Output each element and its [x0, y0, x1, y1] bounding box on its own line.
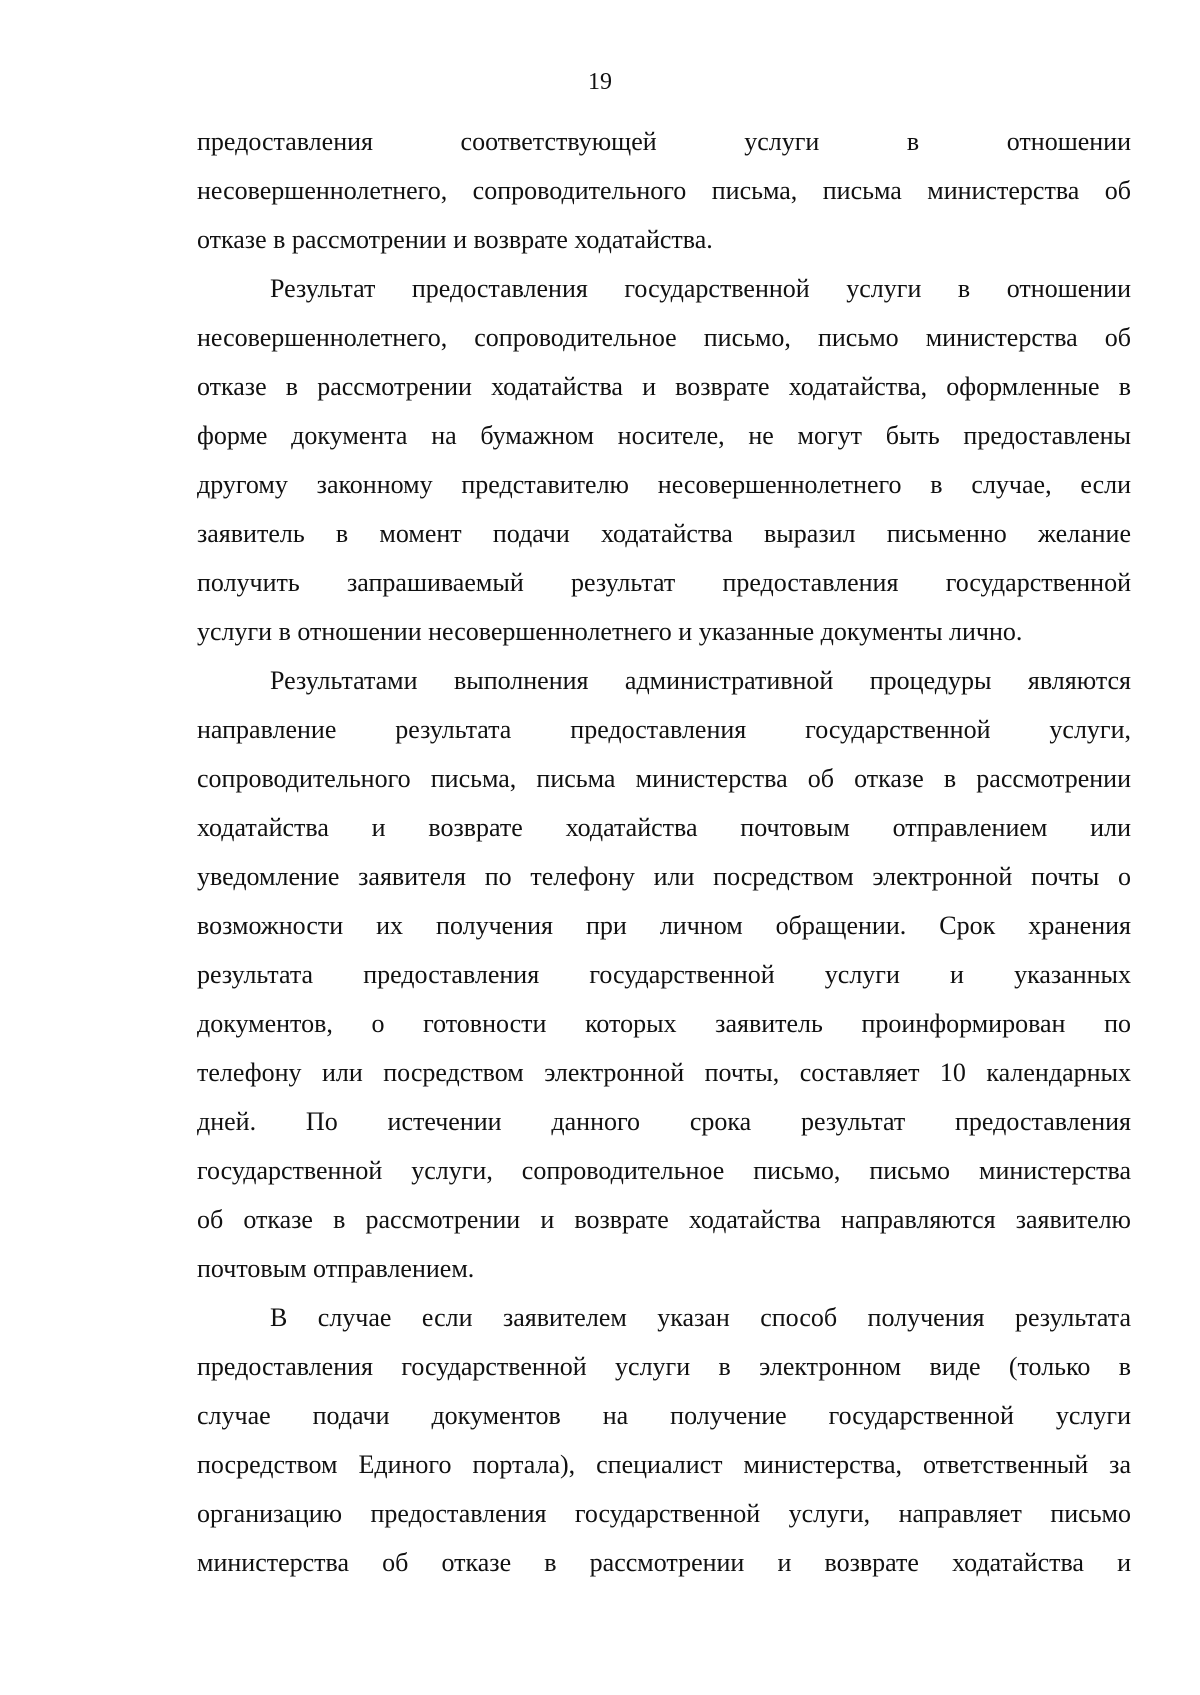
text-line: получить запрашиваемый результат предоставления государственной — [197, 568, 1131, 597]
paragraph — [197, 117, 1131, 264]
text-line: государственной услуги, сопроводительное письмо, письмо министерства — [197, 1156, 1131, 1185]
text-line: В случае если заявителем указан способ получения результата — [270, 1303, 1131, 1332]
text-line: направление результата предоставления государственной услуги, — [197, 715, 1131, 744]
text-line: документов, о готовности которых заявитель проинформирован по — [197, 1009, 1131, 1038]
text-line: ходатайства и возврате ходатайства почтовым отправлением или — [197, 813, 1131, 842]
text-line: другому законному представителю несовершеннолетнего в случае, если — [197, 470, 1131, 499]
text-line: возможности их получения при личном обращении. Срок хранения — [197, 911, 1131, 940]
text-line: организацию предоставления государственной услуги, направляет письмо — [197, 1499, 1131, 1528]
text-line: дней. По истечении данного срока результат предоставления — [197, 1107, 1131, 1136]
text-line: министерства об отказе в рассмотрении и возврате ходатайства и — [197, 1548, 1131, 1577]
text-line: предоставления государственной услуги в электронном виде (только в — [197, 1352, 1131, 1381]
text-line: форме документа на бумажном носителе, не могут быть предоставлены — [197, 421, 1131, 450]
text-line: Результатами выполнения административной процедуры являются — [270, 666, 1131, 695]
page-number: 19 — [588, 69, 612, 95]
text-line: телефону или посредством электронной почты, составляет 10 календарных — [197, 1058, 1131, 1087]
text-line: несовершеннолетнего, сопроводительного письма, письма министерства об — [197, 176, 1131, 205]
text-line: заявитель в момент подачи ходатайства выразил письменно желание — [197, 519, 1131, 548]
text-line: почтовым отправлением. — [197, 1254, 475, 1283]
text-line: результата предоставления государственной услуги и указанных — [197, 960, 1131, 989]
document-body — [197, 117, 1131, 1587]
text-line: услуги в отношении несовершеннолетнего и указанные документы лично. — [197, 617, 1023, 646]
paragraph — [197, 264, 1131, 656]
text-line: отказе в рассмотрении ходатайства и возврате ходатайства, оформленные в — [197, 372, 1131, 401]
text-line: уведомление заявителя по телефону или посредством электронной почты о — [197, 862, 1131, 891]
paragraph — [197, 656, 1131, 1293]
paragraph — [197, 1293, 1131, 1587]
text-line: несовершеннолетнего, сопроводительное письмо, письмо министерства об — [197, 323, 1131, 352]
text-line: отказе в рассмотрении и возврате ходатайства. — [197, 225, 713, 254]
text-line: посредством Единого портала), специалист министерства, ответственный за — [197, 1450, 1131, 1479]
text-line: об отказе в рассмотрении и возврате ходатайства направляются заявителю — [197, 1205, 1131, 1234]
text-line: случае подачи документов на получение государственной услуги — [197, 1401, 1131, 1430]
text-line: сопроводительного письма, письма министерства об отказе в рассмотрении — [197, 764, 1131, 793]
text-line: Результат предоставления государственной услуги в отношении — [270, 274, 1131, 303]
text-line: предоставления соответствующей услуги в отношении — [197, 127, 1131, 156]
